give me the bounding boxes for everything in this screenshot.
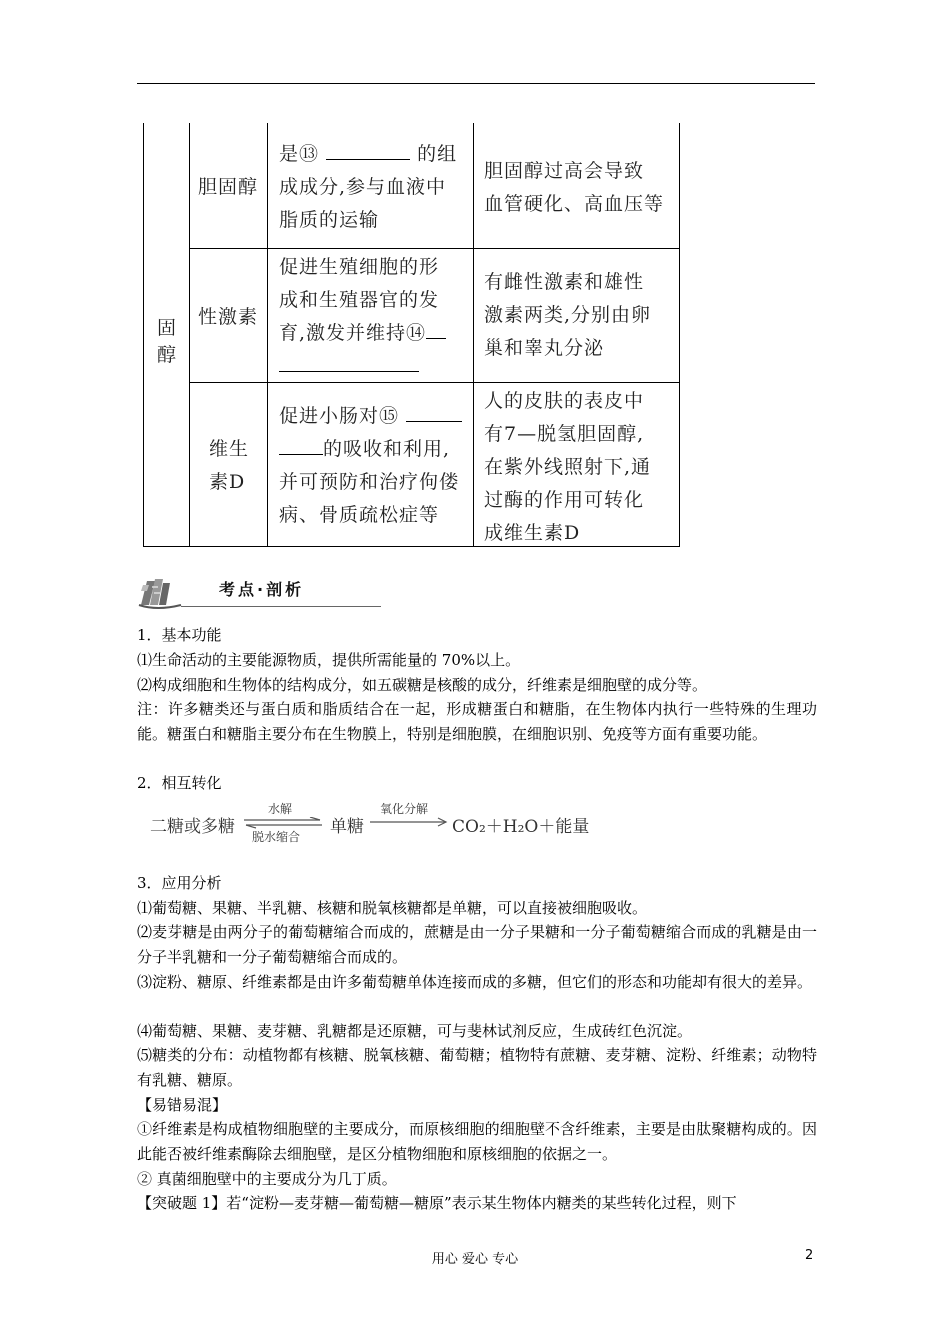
row-note-vitamin-d: 人的皮肤的表皮中 有7—脱氢胆固醇, 在紫外线照射下,通 过酶的作用可转化 成维生素D [484,390,652,544]
conversion-reaction [150,800,610,846]
breakthrough-question-1: 【突破题 1】若“淀粉—麦芽糖—葡萄糖—糖原”表示某生物体内糖类的某些转化过程，则下 [137,1194,737,1212]
error-prone-2: ② 真菌细胞壁中的主要成分为几丁质。 [137,1170,397,1188]
row-function-cholesterol: 是⑬ 的组 成成分,参与血液中 脂质的运输 [279,138,475,237]
row-name-vitamin-d: 维生 素D [209,438,250,493]
header-rule [137,83,815,84]
row-note-sex-hormone: 有雌性激素和雄性 激素两类,分别由卵 巢和睾丸分泌 [484,271,652,359]
application-4: ⑷葡萄糖、果糖、麦芽糖、乳糖都是还原糖，可与斐林试剂反应，生成砖红色沉淀。 [137,1022,693,1040]
steroid-table [143,123,680,547]
section-title: 考点·剖析 [219,580,305,599]
row-function-sex-hormone: 促进生殖细胞的形 成和生殖器官的发 育,激发并维持⑭ [279,251,475,383]
row-name-cholesterol: 胆固醇 [198,176,259,198]
application-3: ⑶淀粉、糖原、纤维素都是由许多葡萄糖单体连接而成的多糖，但它们的形态和功能却有很大的差异。 [137,973,813,991]
reaction-left: 二糖或多糖 [150,817,235,837]
section-header [137,575,387,615]
error-prone-title: 【易错易混】 [137,1096,228,1114]
answer-blank-15b[interactable] [279,435,323,455]
paragraph-2: ⑵构成细胞和生物体的结构成分，如五碳糖是核酸的成分，纤维素是细胞壁的成分等。 [137,676,708,694]
answer-blank-14b[interactable] [279,352,419,372]
row-name-sex-hormone: 性激素 [198,306,259,328]
application-1: ⑴葡萄糖、果糖、半乳糖、核糖和脱氧核糖都是单糖，可以直接被细胞吸收。 [137,899,648,917]
books-icon [137,575,183,611]
note-paragraph: 注：许多糖类还与蛋白质和脂质结合在一起，形成糖蛋白和糖脂，在生物体内执行一些特殊的生理功能。糖蛋白和糖脂主要分布在生物膜上，特别是细胞膜，在细胞识别、免疫等方面有重要功能。 [137,700,817,743]
group-label: 固 醇 [157,317,178,366]
reaction-right: CO₂＋H₂O＋能量 [452,817,590,837]
answer-blank-15a[interactable] [406,402,462,422]
arrow-label-hydrolysis: 水解 [268,802,293,816]
arrow-right-icon [370,817,448,827]
row-function-vitamin-d: 促进小肠对⑮ 的吸收和利用, 并可预防和治疗佝偻 病、骨质疏松症等 [279,400,475,532]
heading-application: 3．应用分析 [137,874,222,892]
answer-blank-14a[interactable] [426,319,446,339]
application-5: ⑸糖类的分布：动植物都有核糖、脱氧核糖、葡萄糖；植物特有蔗糖、麦芽糖、淀粉、纤维素；动物特有乳糖、糖原。 [137,1046,817,1089]
heading-conversion: 2．相互转化 [137,774,222,792]
heading-basic-function: 1．基本功能 [137,626,222,644]
error-prone-1: ①纤维素是构成植物细胞壁的主要成分，而原核细胞的细胞壁不含纤维素，主要是由肽聚糖构成的。因此能否被纤维素酶除去细胞壁，是区分植物细胞和原核细胞的依据之一。 [137,1120,817,1163]
footer-slogan: 用心 爱心 专心 [431,1252,519,1267]
application-2: ⑵麦芽糖是由两分子的葡萄糖缩合而成的，蔗糖是由一分子果糖和一分子葡萄糖缩合而成的乳糖是由一分子半乳糖和一分子葡萄糖缩合而成的。 [137,923,817,966]
answer-blank-13[interactable] [326,140,410,160]
arrow-label-oxidation: 氧化分解 [380,802,429,816]
arrow-label-condensation: 脱水缩合 [252,830,301,844]
paragraph-1: ⑴生命活动的主要能源物质，提供所需能量的 70%以上。 [137,651,521,669]
reaction-middle: 单糖 [330,817,364,837]
row-note-cholesterol: 胆固醇过高会导致 血管硬化、高血压等 [484,160,665,215]
page-number: 2 [805,1248,814,1263]
section-rule [181,606,381,607]
